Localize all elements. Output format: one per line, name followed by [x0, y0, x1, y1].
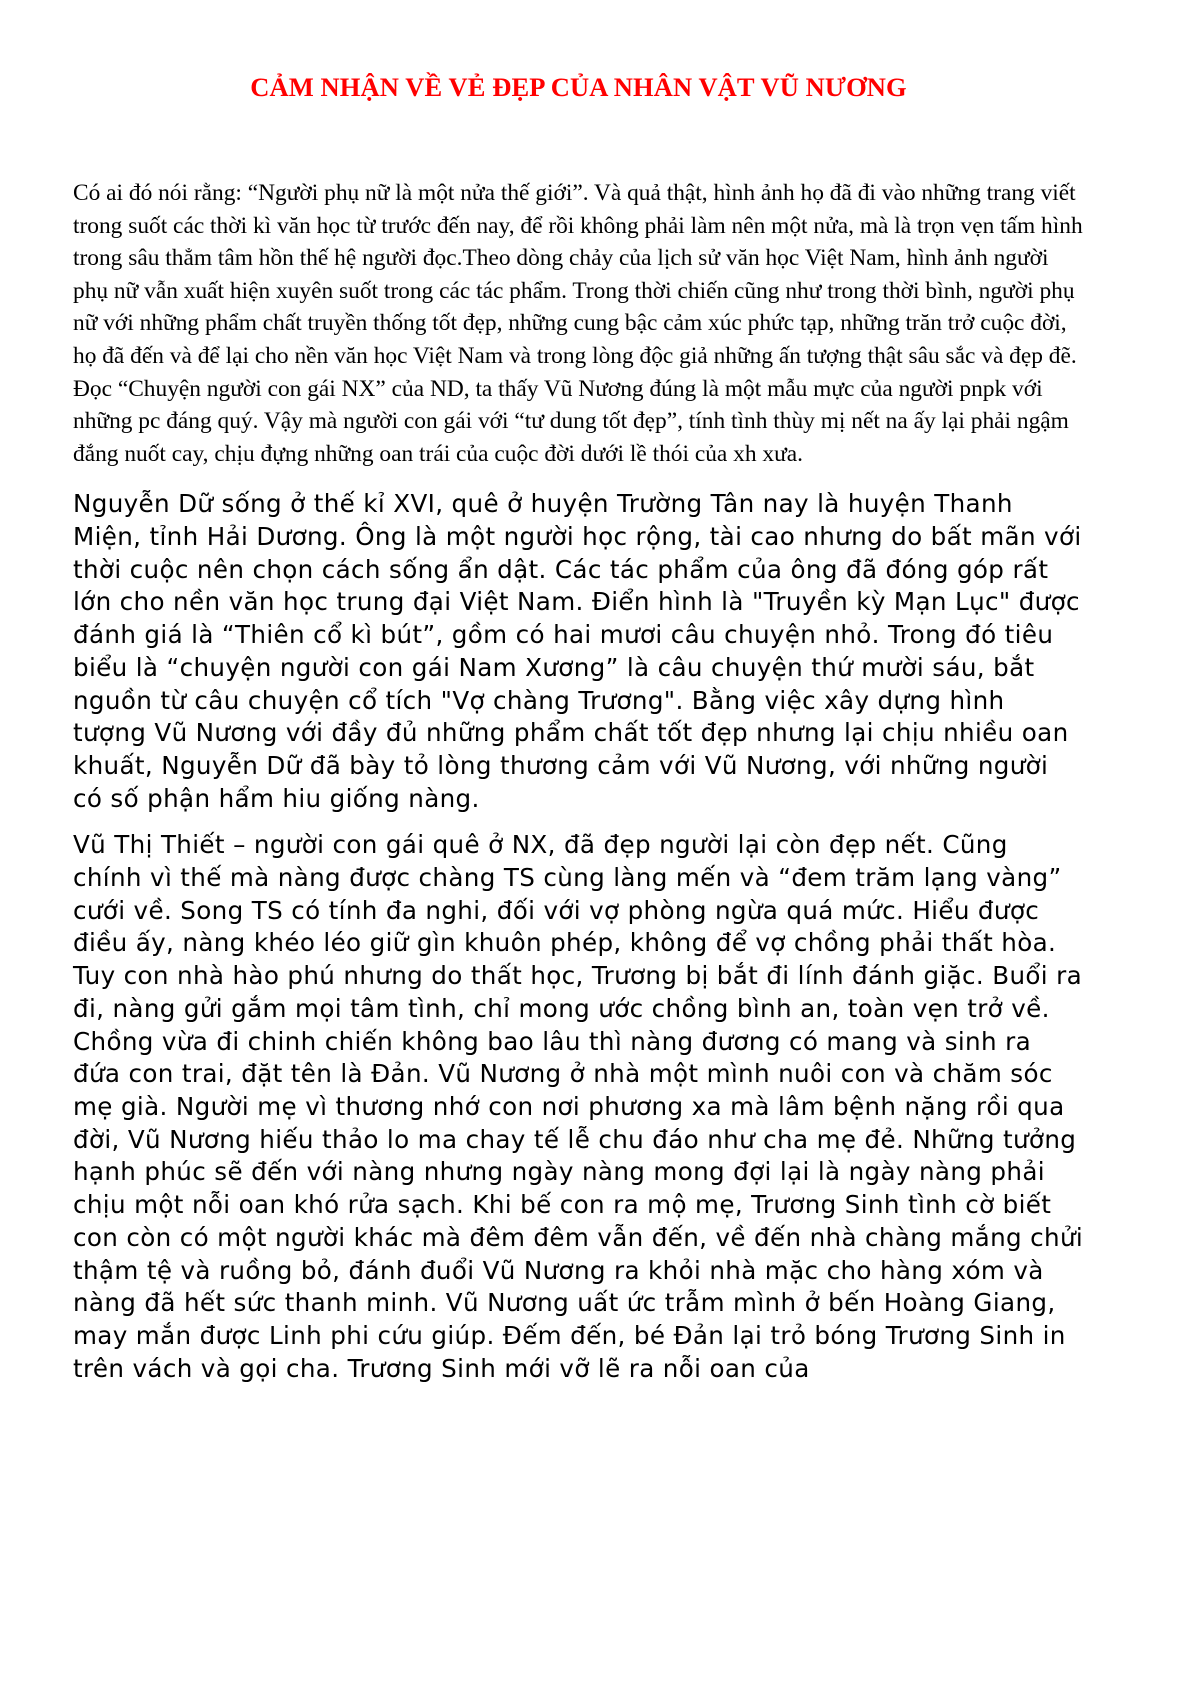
intro-paragraph: Có ai đó nói rằng: “Người phụ nữ là một nửa thế giới”. Và quả thật, hình ảnh họ đã đi vào những trang viết trong suốt các thời kì văn học từ trước đến nay, để rồi không phải làm nên một nửa, mà là trọn vẹn tấm hình trong sâu thẳm tâm hồn thế hệ người đọc.Theo dòng chảy của lịch sử văn học Việt Nam, hình ảnh người phụ nữ vẫn xuất hiện xuyên suốt trong các tác phẩm. Trong thời chiến cũng như trong thời bình, người phụ nữ với những phẩm chất truyền thống tốt đẹp, những cung bậc cảm xúc phức tạp, những trăn trở cuộc đời, họ đã đến và để lại cho nền văn học Việt Nam và trong lòng độc giả những ấn tượng thật sâu sắc và đẹp đẽ. Đọc “Chuyện người con gái NX” của ND, ta thấy Vũ Nương đúng là một mẫu mực của người pnpk với những pc đáng quý. Vậy mà người con gái với “tư dung tốt đẹp”, tính tình thùy mị nết na ấy lại phải ngậm đắng nuốt cay, chịu đựng những oan trái của cuộc đời dưới lề thói của xh xưa.	[73, 180, 1083, 467]
body-paragraph-vu-nuong: Vũ Thị Thiết – người con gái quê ở NX, đã đẹp người lại còn đẹp nết. Cũng chính vì thế mà nàng được chàng TS cùng làng mến và “đem trăm lạng vàng” cưới về. Song TS có tính đa nghi, đối với vợ phòng ngừa quá mức. Hiểu được điều ấy, nàng khéo léo giữ gìn khuôn phép, không để vợ chồng phải thất hòa. Tuy con nhà hào phú nhưng do thất học, Trương bị bắt đi lính đánh giặc. Buổi ra đi, nàng gửi gắm mọi tâm tình, chỉ mong ước chồng bình an, toàn vẹn trở về. Chồng vừa đi chinh chiến không bao lâu thì nàng đương có mang và sinh ra đứa con trai, đặt tên là Đản. Vũ Nương ở nhà một mình nuôi con và chăm sóc mẹ già. Người mẹ vì thương nhớ con nơi phương xa mà lâm bệnh nặng rồi qua đời, Vũ Nương hiếu thảo lo ma chay tế lễ chu đáo như cha mẹ đẻ. Những tưởng hạnh phúc sẽ đến với nàng nhưng ngày nàng mong đợi lại là ngày nàng phải chịu một nỗi oan khó rửa sạch. Khi bế con ra mộ mẹ, Trương Sinh tình cờ biết con còn có một người khác mà đêm đêm vẫn đến, về đến nhà chàng mắng chửi thậm tệ và ruồng bỏ, đánh đuổi Vũ Nương ra khỏi nhà mặc cho hàng xóm và nàng đã hết sức thanh minh. Vũ Nương uất ức trẫm mình ở bến Hoàng Giang, may mắn được Linh phi cứu giúp. Đếm đến, bé Đản lại trỏ bóng Trương Sinh in trên vách và gọi cha. Trương Sinh mới vỡ lẽ ra nỗi oan của	[73, 830, 1084, 1383]
document-title: CẢM NHẬN VỀ VẺ ĐẸP CỦA NHÂN VẬT VŨ NƯƠNG	[250, 72, 907, 102]
body-paragraph-author: Nguyễn Dữ sống ở thế kỉ XVI, quê ở huyện Trường Tân nay là huyện Thanh Miện, tỉnh Hải Dương. Ông là một người học rộng, tài cao nhưng do bất mãn với thời cuộc nên chọn cách sống ẩn dật. Các tác phẩm của ông đã đóng góp rất lớn cho nền văn học trung đại Việt Nam. Điển hình là "Truyền kỳ Mạn Lục" được đánh giá là “Thiên cổ kì bút”, gồm có hai mươi câu chuyện nhỏ. Trong đó tiêu biểu là “chuyện người con gái Nam Xương” là câu chuyện thứ mười sáu, bắt nguồn từ câu chuyện cổ tích "Vợ chàng Trương". Bằng việc xây dựng hình tượng Vũ Nương với đầy đủ những phẩm chất tốt đẹp nhưng lại chịu nhiều oan khuất, Nguyễn Dữ đã bày tỏ lòng thương cảm với Vũ Nương, với những người có số phận hẩm hiu giống nàng.	[73, 489, 1082, 813]
